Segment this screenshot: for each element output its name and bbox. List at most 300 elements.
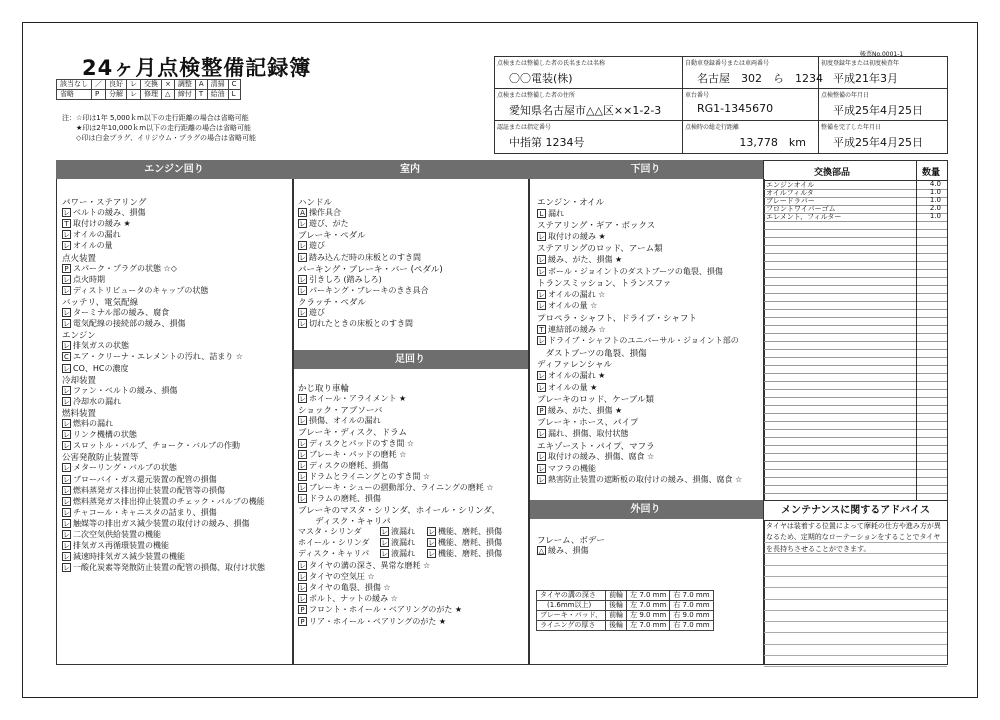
- check-label: 切れたときの床板とのすき間: [309, 319, 413, 329]
- check-item: [537, 231, 606, 242]
- check-label: リンク機構の状態: [73, 430, 137, 440]
- check-label: 減速時排気ガス減少装置の機能: [73, 552, 185, 562]
- measure-position: 前輪: [606, 591, 627, 601]
- check-item: [62, 440, 240, 451]
- check-label: リア・ホイール・ベアリングのがた ★: [309, 616, 447, 626]
- check-mark[interactable]: P: [298, 617, 307, 626]
- check-item: [298, 582, 391, 593]
- check-label: ブローバイ・ガス還元装置の配管の損傷: [73, 474, 217, 484]
- check-label: 二次空気供給装置の機能: [73, 530, 161, 539]
- check-mark[interactable]: レ: [538, 383, 545, 392]
- legend-label: 良好: [106, 80, 127, 90]
- check-label: ホイール・アライメント ★: [309, 394, 407, 404]
- category-label: ブレーキ・ホース、パイプ: [537, 418, 639, 429]
- part-qty: 1.0: [929, 212, 941, 220]
- category-heading: [537, 312, 697, 324]
- owner-cell: [495, 57, 683, 89]
- advice-rule: [764, 644, 947, 656]
- parts-divider: [916, 405, 917, 413]
- parts-divider: [916, 269, 917, 277]
- check-mark[interactable]: レ: [63, 364, 70, 373]
- check-label: 燃料の漏れ: [73, 419, 113, 428]
- check-mark[interactable]: レ: [63, 508, 70, 517]
- category-label: ステアリングのロッド、アーム類: [537, 244, 663, 255]
- check-item: [537, 474, 742, 485]
- legend-label: 分解: [106, 90, 127, 100]
- chassis-cell: [683, 89, 819, 121]
- check-item: [62, 218, 131, 229]
- legend-mark: レ: [127, 80, 141, 90]
- check-label: ディストリビュータのキャップの状態: [73, 285, 209, 295]
- measure-left: 左 7.0 mm: [627, 601, 670, 611]
- parts-divider: [916, 253, 917, 261]
- check-mark[interactable]: レ: [63, 242, 70, 251]
- check-item: [62, 429, 137, 440]
- check-item: [537, 208, 564, 219]
- check-item: [62, 385, 177, 396]
- measurement-row: [537, 601, 714, 611]
- check-mark[interactable]: レ: [63, 564, 70, 573]
- parts-divider: [916, 365, 917, 373]
- check-label: 連結部の緩み ☆: [548, 324, 606, 334]
- check-mark[interactable]: レ: [538, 290, 545, 299]
- legend-mark: C: [228, 80, 240, 90]
- measure-right: 右 9.0 mm: [670, 611, 713, 621]
- check-label: 冷却水の漏れ: [73, 396, 121, 406]
- check-mark[interactable]: レ: [538, 430, 545, 438]
- check-mark[interactable]: レ: [299, 584, 306, 593]
- check-label: ドラムとライニングとのすき間 ☆: [309, 471, 431, 481]
- legend-label: 該当なし: [57, 80, 92, 90]
- check-mark[interactable]: レ: [299, 461, 306, 470]
- legend-label: 締付: [174, 90, 195, 100]
- parts-title: 交換部品: [814, 168, 851, 178]
- check-label: 緩み、がた、損傷 ★: [548, 405, 623, 415]
- check-label: 点火時期: [73, 274, 105, 284]
- check-mark[interactable]: レ: [299, 417, 306, 426]
- measure-right: 右 7.0 mm: [670, 601, 713, 611]
- sheet-number: 帳票No.0001-1: [860, 51, 904, 58]
- parts-divider: [916, 189, 917, 197]
- check-item: [62, 285, 208, 296]
- check-mark[interactable]: レ: [63, 475, 70, 484]
- category-label: ディファレンシャル: [537, 360, 613, 371]
- check-mark[interactable]: P: [62, 264, 71, 273]
- check-mark[interactable]: レ: [538, 464, 545, 473]
- check-item: [62, 507, 217, 518]
- mileage-label: 点検時の総走行距離: [685, 124, 740, 131]
- plate-value: 名古屋 302 ら 1234: [697, 72, 823, 85]
- category-label: トランスミッション、トランスファ: [537, 279, 672, 290]
- check-label: オイルの量 ★: [548, 382, 598, 392]
- info-block: [494, 56, 948, 154]
- parts-divider: [916, 213, 917, 221]
- parts-divider: [916, 349, 917, 357]
- parts-divider: [916, 325, 917, 333]
- advice-rule: [764, 599, 947, 611]
- check-item: [537, 382, 597, 393]
- measure-left: 左 7.0 mm: [627, 591, 670, 601]
- check-mark[interactable]: レ: [63, 531, 70, 539]
- advice-header: メンテナンスに関するアドバイス: [763, 500, 948, 521]
- check-label: 操作具合: [309, 208, 341, 218]
- check-mark[interactable]: レ: [63, 286, 70, 295]
- check-mark[interactable]: レ: [299, 573, 306, 582]
- check-mark[interactable]: レ: [299, 275, 306, 284]
- check-item: [298, 393, 406, 404]
- exterior-section-header: 外回り: [528, 500, 763, 519]
- measurement-table: [536, 590, 714, 631]
- check-item: [62, 540, 169, 551]
- check-label: ドラムの磨耗、損傷: [309, 494, 381, 503]
- category-label: 点火装置: [62, 253, 97, 264]
- check-mark[interactable]: レ: [428, 550, 435, 559]
- check-label: パーキング・ブレーキのきき具合: [309, 285, 429, 295]
- check-mark[interactable]: レ: [63, 231, 70, 240]
- check-label: オイルの漏れ ☆: [548, 289, 606, 299]
- check-item: [298, 616, 446, 627]
- check-item: [298, 318, 413, 329]
- category-label: プロペラ・シャフト、ドライブ・シャフト: [537, 314, 697, 324]
- check-mark[interactable]: レ: [299, 253, 306, 262]
- check-mark[interactable]: レ: [428, 528, 435, 536]
- plate-cell: [683, 57, 823, 89]
- check-mark[interactable]: レ: [299, 495, 306, 503]
- parts-divider: [916, 333, 917, 341]
- check-mark[interactable]: P: [298, 605, 307, 614]
- legend-mark: レ: [127, 90, 141, 100]
- parts-divider: [916, 445, 917, 453]
- category-heading: [537, 242, 663, 254]
- plate-label: 自動車登録番号または車両番号: [685, 60, 770, 67]
- category-label: ディスク・キャリパ: [298, 517, 391, 528]
- legend-mark: T: [195, 90, 207, 100]
- check-mark[interactable]: P: [537, 406, 546, 415]
- check-mark[interactable]: レ: [299, 320, 306, 329]
- check-item: [298, 471, 430, 482]
- cylinder-name: マスタ・シリンダ: [298, 527, 362, 536]
- mileage-cell: [683, 121, 819, 153]
- check-mark[interactable]: レ: [299, 450, 306, 459]
- category-label: エキゾースト・パイプ、マフラ: [537, 441, 655, 452]
- check-mark[interactable]: レ: [63, 519, 70, 528]
- parts-divider: [916, 421, 917, 429]
- check-item: [537, 266, 723, 277]
- category-heading: [537, 440, 655, 452]
- check-mark[interactable]: レ: [299, 395, 306, 404]
- check-label: ディスクの磨耗、損傷: [309, 460, 389, 470]
- check-item: [298, 593, 398, 604]
- check-label: オイルの漏れ: [73, 230, 121, 240]
- check-label: 燃料蒸発ガス排出抑止装置のチェック・バルブの機能: [73, 496, 265, 506]
- check-mark[interactable]: レ: [63, 386, 70, 395]
- check-label: ターミナル部の緩み、腐食: [73, 308, 170, 317]
- check-mark[interactable]: レ: [538, 302, 545, 311]
- check-mark[interactable]: レ: [63, 397, 70, 406]
- parts-divider: [916, 373, 917, 381]
- cert-label: 認証または指定番号: [497, 124, 552, 131]
- check-mark[interactable]: レ: [428, 539, 435, 548]
- check-item: [537, 405, 622, 416]
- check-label: ドライブ・シャフトのユニバーサル・ジョイント部の: [548, 336, 739, 346]
- parts-divider: [916, 485, 917, 493]
- check-mark[interactable]: レ: [538, 256, 545, 264]
- parts-divider: [916, 205, 917, 213]
- cylinder-leak: 液漏れ: [391, 538, 415, 548]
- check-label: 踏み込んだ時の床板とのすき間: [309, 252, 421, 262]
- check-item: [62, 551, 185, 562]
- chassis-label: 車台番号: [685, 92, 710, 99]
- check-label: 電気配線の接続部の緩み、損傷: [73, 319, 186, 329]
- check-label: タイヤの空気圧 ☆: [309, 572, 375, 582]
- category-label: パワー・ステアリング: [62, 198, 147, 208]
- check-item: [537, 289, 605, 300]
- category-heading: [537, 416, 638, 428]
- category-heading: [537, 277, 671, 289]
- check-item: [62, 518, 249, 529]
- check-mark[interactable]: レ: [299, 439, 306, 448]
- measurement-row: [537, 611, 714, 621]
- category-label: ダストブーツの亀裂、損傷: [537, 348, 647, 359]
- check-item: [62, 274, 105, 285]
- advice-rule: [764, 576, 947, 588]
- parts-divider: [916, 341, 917, 349]
- check-label: 遊び: [309, 241, 325, 251]
- legend-mark: ／: [92, 80, 106, 90]
- check-mark[interactable]: C: [62, 352, 71, 361]
- check-mark[interactable]: L: [537, 209, 546, 218]
- parts-divider: [916, 293, 917, 301]
- part-name: エレメント、フィルター: [766, 213, 842, 221]
- check-label: 一酸化炭素等発散防止装置の配管の損傷、取付け状態: [73, 563, 265, 573]
- parts-divider: [916, 413, 917, 421]
- check-mark[interactable]: レ: [381, 550, 388, 559]
- category-heading: [537, 393, 654, 405]
- measurement-row: [537, 621, 714, 631]
- check-label: 遊び: [309, 308, 325, 317]
- category-label: エンジン・オイル: [537, 198, 605, 208]
- cylinder-func: 機能、磨耗、損傷: [438, 538, 502, 548]
- parts-divider: [916, 357, 917, 365]
- check-mark[interactable]: △: [538, 547, 545, 556]
- check-mark[interactable]: レ: [299, 595, 306, 604]
- check-mark[interactable]: レ: [299, 483, 306, 492]
- check-item: [537, 254, 622, 265]
- check-label: 排気ガス再循環装置の機能: [73, 541, 169, 551]
- check-label: 漏れ: [548, 208, 564, 218]
- parts-divider: [916, 261, 917, 269]
- measure-right: 右 7.0 mm: [670, 591, 713, 601]
- cylinder-row: [298, 537, 502, 548]
- parts-divider: [916, 429, 917, 437]
- cylinder-name: ホイール・シリンダ: [298, 538, 370, 548]
- cylinder-row: [298, 526, 502, 537]
- check-label: オイルの漏れ ★: [548, 371, 606, 380]
- legend-label: 給油: [207, 90, 228, 100]
- check-item: [62, 240, 113, 251]
- check-item: [62, 496, 265, 507]
- check-mark[interactable]: レ: [299, 242, 306, 251]
- check-mark[interactable]: レ: [299, 472, 306, 481]
- check-mark[interactable]: レ: [299, 562, 306, 570]
- check-mark[interactable]: レ: [63, 420, 70, 428]
- measure-label: ブレーキ・パッド、: [537, 611, 606, 621]
- category-label: ブレーキ・ディスク、ドラム: [298, 428, 408, 439]
- check-label: ボルト、ナットの緩み ☆: [309, 594, 398, 604]
- part-name: フロントワイパーゴム: [766, 205, 836, 213]
- parts-table: [763, 160, 948, 506]
- check-label: 取付けの緩み、損傷、腐食 ☆: [548, 452, 655, 462]
- check-label: オイルの量: [73, 241, 113, 251]
- inspection-date-label: 点検整備の年月日: [821, 92, 870, 99]
- parts-divider: [916, 453, 917, 461]
- cert-value: 中指第 1234号: [509, 136, 585, 149]
- parts-divider: [916, 389, 917, 397]
- check-mark[interactable]: レ: [299, 309, 306, 317]
- address-value: 愛知県名古屋市△△区××1-2-3: [509, 104, 662, 117]
- check-item: [537, 300, 597, 311]
- check-item: [62, 207, 145, 218]
- check-mark[interactable]: レ: [381, 528, 388, 536]
- check-mark[interactable]: レ: [538, 453, 545, 462]
- parts-divider: [916, 277, 917, 285]
- check-mark[interactable]: レ: [63, 464, 70, 473]
- legend-mark: △: [162, 90, 175, 100]
- check-mark[interactable]: レ: [63, 542, 70, 551]
- check-label: 損傷、オイルの漏れ: [309, 416, 381, 426]
- check-label: 漏れ、損傷、取付状態: [548, 429, 629, 438]
- category-label: フレーム、ボデー: [537, 536, 605, 546]
- legend-mark: P: [92, 90, 106, 100]
- check-mark[interactable]: レ: [63, 553, 70, 562]
- check-item: [298, 449, 406, 460]
- measure-label: ライニングの厚さ: [537, 621, 606, 631]
- parts-divider: [916, 301, 917, 309]
- check-label: エア・クリーナ・エレメントの汚れ、詰まり ☆: [73, 352, 243, 362]
- parts-divider: [916, 317, 917, 325]
- parts-header: [764, 161, 947, 181]
- check-mark[interactable]: レ: [538, 372, 545, 380]
- check-mark[interactable]: レ: [538, 476, 545, 485]
- completion-cell: [819, 121, 947, 153]
- parts-divider: [916, 197, 917, 205]
- check-item: [62, 462, 177, 473]
- check-mark[interactable]: レ: [63, 486, 70, 495]
- check-label: チャコール・キャニスタの詰まり、損傷: [73, 507, 217, 517]
- note-line: 注：☆印は1年 5,000ｋm以下の走行距離の場合は省略可能: [62, 114, 249, 122]
- legend-label: 省略: [57, 90, 92, 100]
- check-mark[interactable]: レ: [299, 286, 306, 295]
- category-heading: [537, 347, 647, 359]
- check-label: ファン・ベルトの緩み、損傷: [73, 385, 178, 395]
- chassis-section-header: 足回り: [292, 350, 528, 369]
- check-mark[interactable]: レ: [63, 431, 70, 440]
- parts-divider: [916, 285, 917, 293]
- check-item: [298, 482, 494, 493]
- part-name: ブレードラバー: [766, 197, 815, 205]
- completion-label: 整備を完了した年月日: [821, 124, 882, 131]
- cylinder-func: 機能、磨耗、損傷: [438, 549, 502, 559]
- parts-divider: [916, 237, 917, 245]
- check-label: ブレーキ・シューの摺動部分、ライニングの磨耗 ☆: [309, 482, 494, 492]
- parts-divider: [916, 477, 917, 485]
- part-qty: 1.0: [929, 188, 941, 196]
- check-item: [62, 318, 185, 329]
- note-line: ◇印は白金プラグ、イリジウム・プラグの場合は省略可能: [62, 134, 257, 142]
- check-mark[interactable]: レ: [299, 220, 306, 229]
- check-mark[interactable]: A: [298, 208, 307, 217]
- legend-table: [56, 79, 241, 100]
- advice-rule: [764, 588, 947, 600]
- advice-text: タイヤは装着する位置によって摩耗の仕方や進み方が異なるため、定期的なローテーションをすることでタイヤを長持ちさせることができます。: [766, 522, 941, 553]
- check-item: [537, 370, 605, 381]
- measurement-row: [537, 591, 714, 601]
- part-qty: 4.0: [929, 180, 941, 188]
- check-mark[interactable]: レ: [381, 539, 388, 548]
- first-reg-cell: [819, 57, 947, 89]
- part-qty: 1.0: [929, 196, 941, 204]
- cylinder-leak: 液漏れ: [391, 549, 415, 559]
- under-section-header: 下回り: [528, 160, 763, 179]
- category-heading: [537, 219, 655, 231]
- check-mark[interactable]: レ: [63, 442, 70, 451]
- check-item: [298, 604, 462, 615]
- check-item: [62, 229, 121, 240]
- check-item: [298, 285, 428, 296]
- check-item: [62, 351, 243, 362]
- check-mark[interactable]: T: [62, 219, 71, 228]
- check-mark[interactable]: T: [537, 325, 546, 334]
- check-mark[interactable]: レ: [63, 320, 70, 329]
- check-label: メターリング・バルブの状態: [73, 463, 177, 473]
- category-label: 燃料装置: [62, 408, 97, 419]
- qty-title: 数量: [922, 168, 941, 178]
- check-item: [62, 340, 129, 351]
- check-item: [298, 207, 341, 218]
- check-item: [298, 240, 325, 251]
- check-mark[interactable]: レ: [538, 232, 545, 241]
- part-name: オイルフィルタ: [766, 189, 814, 197]
- check-item: [298, 460, 388, 471]
- check-mark[interactable]: レ: [63, 275, 70, 284]
- cylinder-leak: 液漏れ: [391, 527, 415, 536]
- check-item: [537, 451, 654, 462]
- category-label: エンジン: [62, 331, 96, 342]
- check-item: [298, 438, 414, 449]
- check-mark[interactable]: レ: [63, 309, 70, 317]
- category-label: 公害発散防止装置等: [62, 453, 139, 464]
- check-item: [62, 485, 225, 496]
- parts-divider: [916, 469, 917, 477]
- check-mark[interactable]: レ: [538, 267, 545, 276]
- check-label: 燃料蒸発ガス排出抑止装置の配管等の損傷: [73, 485, 225, 495]
- measure-position: 後輪: [606, 621, 627, 631]
- category-label: ショック・アブソーバ: [298, 406, 383, 417]
- part-name: エンジンオイル: [766, 181, 815, 189]
- check-item: [62, 474, 217, 485]
- inspection-date-cell: [819, 89, 947, 121]
- check-label: ベルトの緩み、損傷: [73, 208, 146, 218]
- check-label: 取付けの緩み ★: [73, 219, 131, 229]
- check-label: オイルの量 ☆: [548, 301, 598, 311]
- check-mark[interactable]: レ: [538, 337, 545, 346]
- check-mark[interactable]: レ: [63, 209, 70, 218]
- category-heading: [537, 196, 604, 208]
- check-mark[interactable]: レ: [63, 342, 70, 351]
- check-mark[interactable]: レ: [63, 497, 70, 506]
- check-label: 緩み、がた、損傷 ★: [548, 255, 623, 264]
- first-reg-label: 初度登録年または初度検査年: [821, 60, 900, 67]
